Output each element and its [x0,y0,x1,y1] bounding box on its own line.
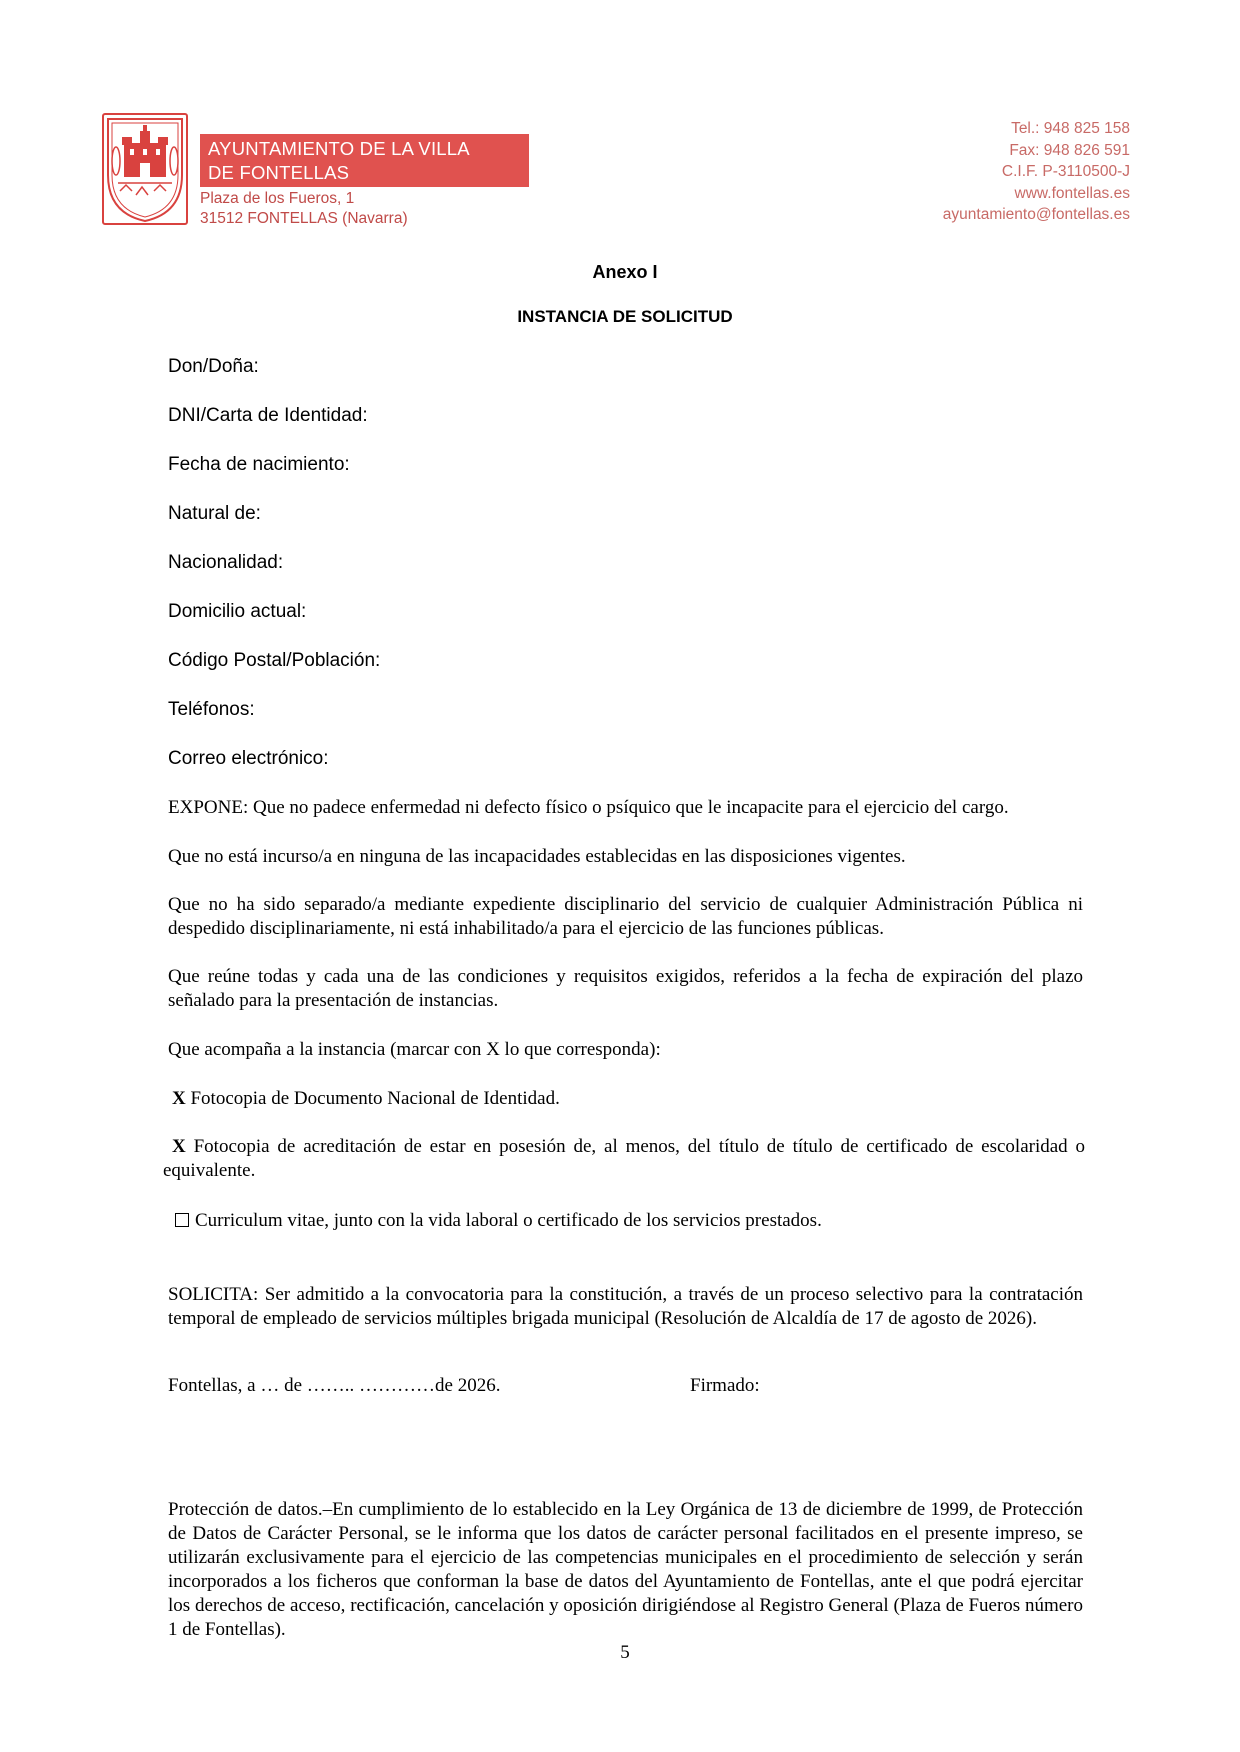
phone-number: Tel.: 948 825 158 [1011,120,1130,137]
address-line-1: Plaza de los Fueros, 1 [200,190,355,207]
annex-title: Anexo I [592,262,658,282]
applicant-fields [168,355,380,796]
contact-block [943,118,1130,226]
address-line-2: 31512 FONTELLAS (Navarra) [200,210,408,227]
expone-paragraph-3: Que no ha sido separado/a mediante expediente disciplinario del servicio de cualquier Administración Pública ni despedido disciplinariamente, ni está inhabilitado/a para el ejercicio de las funciones públicas. [168,894,1083,939]
field-postal-code: Código Postal/Población: [168,650,381,671]
field-phones: Teléfonos: [168,699,255,720]
organization-name-banner [200,134,529,187]
field-nationality: Nacionalidad: [168,552,284,573]
expone-paragraph-2: Que no está incurso/a en ninguna de las incapacidades establecidas en las disposiciones vigentes. [168,846,906,867]
field-birthplace: Natural de: [168,503,261,524]
field-address: Domicilio actual: [168,601,307,622]
organization-address [200,189,408,229]
attachment-text-3: Curriculum vitae, junto con la vida laboral o certificado de los servicios prestados. [195,1210,822,1231]
data-protection-notice: Protección de datos.–En cumplimiento de lo establecido en la Ley Orgánica de 13 de diciembre de 1999, de Protección de Datos de Carácter Personal, se le informa que los datos de carácter personal facilitados en el presente impreso, se utilizarán exclusivamente para el ejercicio de las competencias municipales en el procedimiento de selección y serán incorporados a los ficheros que conforman la base de datos del Ayuntamiento de Fontellas, ante el que podrá ejercitar los derechos de acceso, rectificación, cancelación y oposición dirigiéndose al Registro General (Plaza de Fueros número 1 de Fontellas). [168,1499,1083,1640]
municipal-seal-logo [102,113,188,225]
email-link[interactable]: ayuntamiento@fontellas.es [942,206,1130,224]
expone-paragraph-4: Que reúne todas y cada una de las condiciones y requisitos exigidos, referidos a la fecha de expiración del plazo señalado para la presentación de instancias. [168,966,1083,1011]
field-name: Don/Doña: [168,356,259,377]
org-name-line-1: AYUNTAMIENTO DE LA VILLA [208,138,470,159]
org-name-line-2: DE FONTELLAS [208,162,350,183]
expone-paragraph-5: Que acompaña a la instancia (marcar con X lo que corresponda): [168,1039,661,1060]
place-and-date: Fontellas, a … de …….. …………de 2026. [168,1375,501,1396]
attachment-item-1 [172,1087,1087,1111]
attachment-check-mark-2[interactable]: X [172,1136,186,1157]
form-title: INSTANCIA DE SOLICITUD [517,307,733,326]
empty-checkbox[interactable] [175,1213,189,1227]
attachment-text-2: Fotocopia de acreditación de estar en posesión de, al menos, del título de título de certificado de escolaridad o equivalente. [163,1136,1086,1181]
cif-number: C.I.F. P-3110500-J [1001,163,1130,181]
fax-number: Fax: 948 826 591 [1009,141,1130,159]
attachment-text-1: Fotocopia de Documento Nacional de Identidad. [190,1088,560,1109]
field-id-card: DNI/Carta de Identidad: [168,405,368,426]
attachment-item-2 [163,1135,1085,1183]
website-link[interactable]: www.fontellas.es [1014,184,1130,202]
field-email: Correo electrónico: [168,748,329,769]
expone-paragraph-1: EXPONE: Que no padece enfermedad ni defecto físico o psíquico que le incapacite para el ejercicio del cargo. [168,797,1009,818]
page-number: 5 [620,1642,630,1663]
attachment-check-mark-1[interactable]: X [172,1088,186,1109]
attachment-item-3 [175,1209,1090,1233]
solicita-paragraph: SOLICITA: Ser admitido a la convocatoria para la constitución, a través de un proceso selectivo para la contratación temporal de empleado de servicios múltiples brigada municipal (Resolución de Alcaldía de 17 de agosto de 2026). [168,1284,1083,1329]
field-birth-date: Fecha de nacimiento: [168,454,350,475]
signature-label: Firmado: [690,1375,760,1396]
